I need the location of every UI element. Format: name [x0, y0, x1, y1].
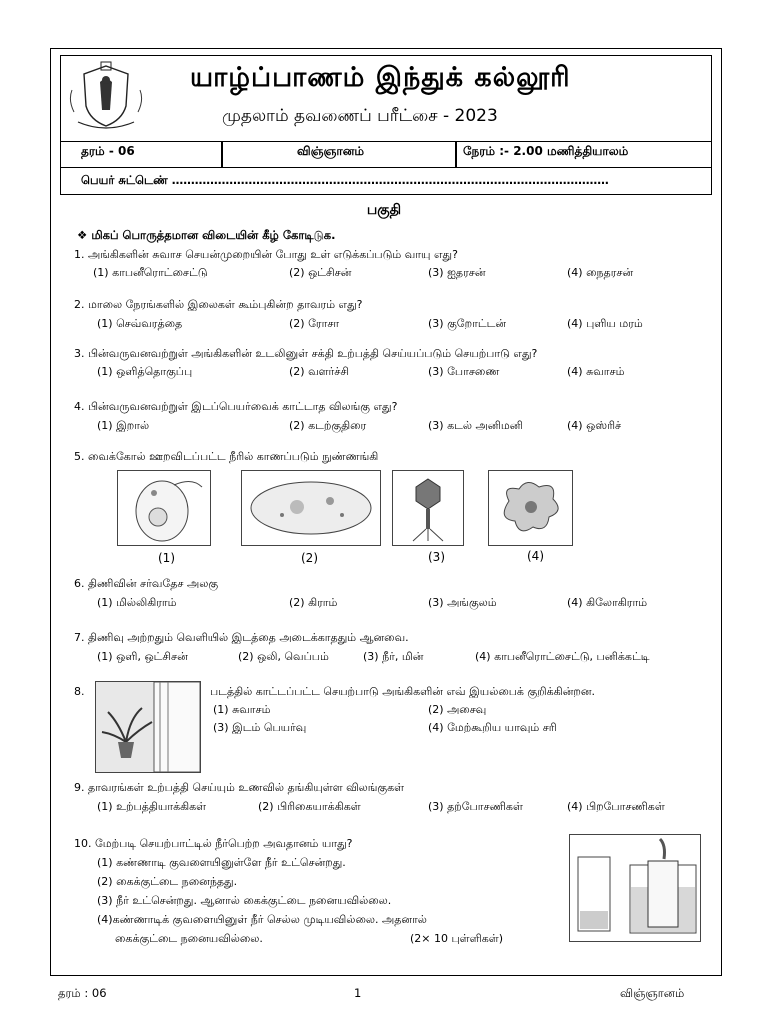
question-2: 2. மாலை நேரங்களில் இலைகள் கூம்புகின்ற தாவரம் எது? [74, 298, 363, 311]
figure-caption-3[interactable]: (3) [428, 550, 445, 564]
virus-figure [392, 470, 464, 546]
figure-caption-4[interactable]: (4) [527, 549, 544, 563]
q7-option-4[interactable]: (4) காபனீரொட்சைட்டு, பனிக்கட்டி [475, 650, 650, 663]
q7-option-3[interactable]: (3) நீர், மின் [363, 650, 424, 663]
q6-option-1[interactable]: (1) மில்லிகிராம் [97, 596, 177, 609]
q10-option-3[interactable]: (3) நீர் உட்சென்றது. ஆனால் கைக்குட்டை நனையவில்லை. [97, 894, 392, 907]
exam-meta-row [60, 141, 712, 168]
q9-option-4[interactable]: (4) பிறபோசணிகள் [567, 800, 665, 813]
q10-option-1[interactable]: (1) கண்ணாடி குவளையினுள்ளே நீர் உட்சென்றது. [97, 856, 346, 869]
q2-option-2[interactable]: (2) ரோசா [289, 317, 340, 330]
q10-option-4-continued: கைக்குட்டை நனையவில்லை. [115, 932, 263, 945]
q3-option-1[interactable]: (1) ஒளித்தொகுப்பு [97, 365, 193, 378]
page-number: 1 [354, 986, 362, 1000]
q2-option-3[interactable]: (3) குறோட்டன் [428, 317, 507, 330]
amoeba-figure [488, 470, 573, 546]
q6-option-4[interactable]: (4) கிலோகிராம் [567, 596, 648, 609]
q1-option-1[interactable]: (1) காபனீரொட்சைட்டு [93, 266, 208, 279]
q1-option-2[interactable]: (2) ஒட்சிசன் [289, 266, 352, 279]
q8-option-4[interactable]: (4) மேற்கூறிய யாவும் சரி [428, 721, 557, 734]
q9-option-2[interactable]: (2) பிரிகையாக்கிகள் [258, 800, 361, 813]
q6-option-2[interactable]: (2) கிராம் [289, 596, 338, 609]
q1-option-4[interactable]: (4) நைதரசன் [567, 266, 634, 279]
school-crest-logo [66, 60, 146, 136]
question-6: 6. திணிவின் சர்வதேச அலகு [74, 577, 219, 590]
grade-label: தரம் - 06 [81, 144, 135, 158]
q10-option-4[interactable]: (4)கண்ணாடிக் குவளையினுள் நீர் செல்ல முடியவில்லை. அதனால் [97, 913, 427, 926]
q1-option-3[interactable]: (3) ஐதரசன் [428, 266, 486, 279]
paramecium-figure [241, 470, 381, 546]
question-1: 1. அங்கிகளின் சுவாச செயன்முறையின் போது உள் எடுக்கப்படும் வாயு எது? [74, 248, 458, 261]
figure-caption-2[interactable]: (2) [301, 551, 318, 565]
question-8-number: 8. [74, 685, 85, 698]
question-9: 9. தாவரங்கள் உற்பத்தி செய்யும் உணவில் தங்கியுள்ள விலங்குகள் [74, 781, 405, 794]
footer-subject: விஞ்ஞானம் [620, 986, 685, 1000]
subject-label: விஞ்ஞானம் [297, 144, 364, 158]
name-index-row [60, 168, 712, 195]
q4-option-2[interactable]: (2) கடற்குதிரை [289, 419, 367, 432]
q2-option-4[interactable]: (4) புளிய மரம் [567, 317, 643, 330]
question-10: 10. மேற்படி செயற்பாட்டில் நீர்பெற்ற அவதானம் யாது? [74, 837, 353, 850]
q2-option-1[interactable]: (1) செவ்வரத்தை [97, 317, 183, 330]
divider [455, 141, 457, 167]
q7-option-2[interactable]: (2) ஒலி, வெப்பம் [238, 650, 329, 663]
q10-option-2[interactable]: (2) கைக்குட்டை நனைந்தது. [97, 875, 238, 888]
q3-option-3[interactable]: (3) போசணை [428, 365, 500, 378]
question-4: 4. பின்வருவனவற்றுள் இடப்பெயர்வைக் காட்டாத விலங்கு எது? [74, 400, 398, 413]
q4-option-4[interactable]: (4) ஒஸ்ரிச் [567, 419, 622, 432]
figure-caption-1[interactable]: (1) [158, 551, 175, 565]
q6-option-3[interactable]: (3) அங்குலம் [428, 596, 497, 609]
question-5: 5. வைக்கோல் ஊறவிடப்பட்ட நீரில் காணப்படும் நுண்ணங்கி [74, 450, 379, 463]
marks-note: (2× 10 புள்ளிகள்) [410, 932, 504, 945]
school-name: யாழ்ப்பாணம் இந்துக் கல்லூரி [190, 62, 571, 93]
euglena-figure [117, 470, 211, 546]
q7-option-1[interactable]: (1) ஒளி, ஒட்சிசன் [97, 650, 188, 663]
question-7: 7. திணிவு அற்றதும் வெளியில் இடத்தை அடைக்காததும் ஆனவை. [74, 631, 409, 644]
divider [221, 141, 223, 167]
question-8: படத்தில் காட்டப்பட்ட செயற்பாடு அங்கிகளின் எவ் இயல்பைக் குறிக்கின்றன. [210, 685, 596, 698]
time-label: நேரம் :- 2.00 மணித்தியாலம் [463, 144, 629, 158]
plant-by-window-figure [95, 681, 201, 773]
q3-option-2[interactable]: (2) வளர்ச்சி [289, 365, 349, 378]
question-3: 3. பின்வருவனவற்றுள் அங்கிகளின் உடலினுள் சக்தி உற்பத்தி செய்யப்படும் செயற்பாடு எது? [74, 347, 538, 360]
q8-option-1[interactable]: (1) சுவாசம் [213, 703, 271, 716]
name-index-field[interactable]: பெயர் சுட்டெண் …………………………………………………………………………………………………… [81, 173, 609, 187]
q3-option-4[interactable]: (4) சுவாசம் [567, 365, 625, 378]
q9-option-3[interactable]: (3) தற்போசணிகள் [428, 800, 523, 813]
q9-option-1[interactable]: (1) உற்பத்தியாக்கிகள் [97, 800, 207, 813]
q4-option-1[interactable]: (1) இறால் [97, 419, 150, 432]
instruction: ❖ மிகப் பொருத்தமான விடையின் கீழ் கோடிடுக. [77, 228, 336, 242]
part-title: பகுதி [366, 202, 402, 218]
footer-grade: தரம் : 06 [58, 986, 107, 1000]
q8-option-3[interactable]: (3) இடம் பெயர்வு [213, 721, 307, 734]
q4-option-3[interactable]: (3) கடல் அனிமனி [428, 419, 523, 432]
exam-title: முதலாம் தவணைப் பரீட்சை - 2023 [222, 106, 498, 126]
glass-in-water-figure [569, 834, 701, 942]
q8-option-2[interactable]: (2) அசைவு [428, 703, 487, 716]
